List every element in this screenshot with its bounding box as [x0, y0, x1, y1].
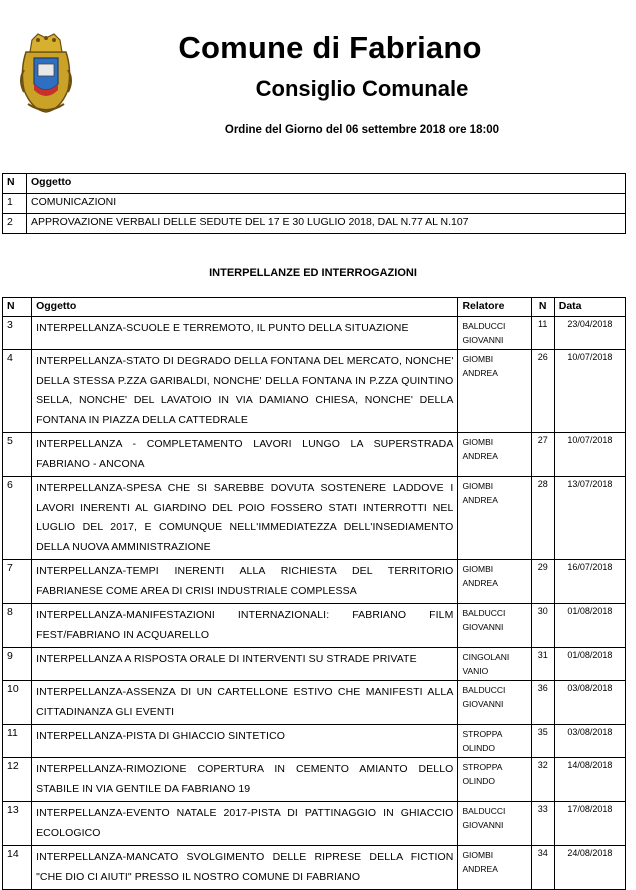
row-number: 7: [3, 560, 32, 604]
table-row: [3, 725, 626, 758]
row-protocol-number: 33: [531, 802, 554, 846]
row-number: 5: [3, 433, 32, 477]
row-date: 14/08/2018: [554, 758, 625, 802]
row-date: 23/04/2018: [554, 317, 625, 350]
row-date: 10/07/2018: [554, 350, 625, 433]
row-number: 13: [3, 802, 32, 846]
row-number: 12: [3, 758, 32, 802]
header-relatore: Relatore: [458, 298, 531, 317]
row-speaker: BALDUCCI GIOVANNI: [458, 802, 531, 846]
row-subject: INTERPELLANZA-ASSENZA DI UN CARTELLONE ESTIVO CHE MANIFESTI ALLA CITTADINANZA GLI EVENTI: [32, 681, 458, 725]
header-num: N: [531, 298, 554, 317]
table-row: [3, 317, 626, 350]
table-row: [3, 477, 626, 560]
section-title: INTERPELLANZE ED INTERROGAZIONI: [209, 267, 417, 279]
table-row: [3, 758, 626, 802]
table-row: [3, 214, 626, 234]
table-row: [3, 560, 626, 604]
row-subject: INTERPELLANZA-SCUOLE E TERREMOTO, IL PUNTO DELLA SITUAZIONE: [32, 317, 458, 350]
row-speaker: CINGOLANI VANIO: [458, 648, 531, 681]
table-row: [3, 846, 626, 890]
row-protocol-number: 35: [531, 725, 554, 758]
row-speaker: BALDUCCI GIOVANNI: [458, 317, 531, 350]
page-title: Comune di Fabriano: [178, 30, 482, 65]
row-speaker: GIOMBI ANDREA: [458, 560, 531, 604]
row-date: 13/07/2018: [554, 477, 625, 560]
row-number: 8: [3, 604, 32, 648]
table-row: [3, 802, 626, 846]
row-date: 10/07/2018: [554, 433, 625, 477]
row-speaker: BALDUCCI GIOVANNI: [458, 681, 531, 725]
row-date: 03/08/2018: [554, 725, 625, 758]
agenda-table-main: [2, 173, 626, 234]
row-date: 16/07/2018: [554, 560, 625, 604]
header-oggetto: Oggetto: [27, 174, 626, 194]
table-row: [3, 350, 626, 433]
row-date: 17/08/2018: [554, 802, 625, 846]
row-subject: INTERPELLANZA-EVENTO NATALE 2017-PISTA DI PATTINAGGIO IN GHIACCIO ECOLOGICO: [32, 802, 458, 846]
header-n: N: [3, 174, 27, 194]
row-protocol-number: 34: [531, 846, 554, 890]
row-number: 9: [3, 648, 32, 681]
row-speaker: GIOMBI ANDREA: [458, 350, 531, 433]
table-header-row: [3, 174, 626, 194]
table-header-row: [3, 298, 626, 317]
table-row: [3, 604, 626, 648]
row-number: 10: [3, 681, 32, 725]
row-number: 6: [3, 477, 32, 560]
row-protocol-number: 29: [531, 560, 554, 604]
table-row: [3, 648, 626, 681]
row-number: 3: [3, 317, 32, 350]
row-number: 4: [3, 350, 32, 433]
row-subject: INTERPELLANZA-PISTA DI GHIACCIO SINTETICO: [32, 725, 458, 758]
row-protocol-number: 27: [531, 433, 554, 477]
header-oggetto: Oggetto: [32, 298, 458, 317]
row-subject: INTERPELLANZA-TEMPI INERENTI ALLA RICHIESTA DEL TERRITORIO FABRIANESE COME AREA DI CRISI INDUSTRIALE COMPLESSA: [32, 560, 458, 604]
row-subject: APPROVAZIONE VERBALI DELLE SEDUTE DEL 17 E 30 LUGLIO 2018, DAL N.77 AL N.107: [27, 214, 626, 234]
row-protocol-number: 11: [531, 317, 554, 350]
row-date: 24/08/2018: [554, 846, 625, 890]
row-speaker: GIOMBI ANDREA: [458, 477, 531, 560]
row-speaker: GIOMBI ANDREA: [458, 846, 531, 890]
row-subject: INTERPELLANZA-RIMOZIONE COPERTURA IN CEMENTO AMIANTO DELLO STABILE IN VIA GENTILE DA FABRIANO 19: [32, 758, 458, 802]
table-row: [3, 681, 626, 725]
table-row: [3, 194, 626, 214]
row-number: 14: [3, 846, 32, 890]
row-speaker: STROPPA OLINDO: [458, 725, 531, 758]
row-protocol-number: 31: [531, 648, 554, 681]
row-number: 2: [3, 214, 27, 234]
row-subject: INTERPELLANZA-STATO DI DEGRADO DELLA FONTANA DEL MERCATO, NONCHE' DELLA STESSA P.ZZA GARIBALDI, NONCHE' DELLA FONTANA IN P.ZZA QUINTINO SELLA, NONCHE' DEL LAVATOIO IN VIA DAMIANO CHIESA, NONCHE' DELLA FONTANA IN PIAZZA DELLA CATTEDRALE: [32, 350, 458, 433]
header-data: Data: [554, 298, 625, 317]
row-date: 03/08/2018: [554, 681, 625, 725]
row-subject: INTERPELLANZA-MANIFESTAZIONI INTERNAZIONALI: FABRIANO FILM FEST/FABRIANO IN ACQUARELLO: [32, 604, 458, 648]
row-speaker: BALDUCCI GIOVANNI: [458, 604, 531, 648]
row-date: 01/08/2018: [554, 604, 625, 648]
table-row: [3, 433, 626, 477]
agenda-date: Ordine del Giorno del 06 settembre 2018 ore 18:00: [224, 124, 500, 136]
row-subject: COMUNICAZIONI: [27, 194, 626, 214]
header-n: N: [3, 298, 32, 317]
row-protocol-number: 26: [531, 350, 554, 433]
row-number: 1: [3, 194, 27, 214]
row-subject: INTERPELLANZA - COMPLETAMENTO LAVORI LUNGO LA SUPERSTRADA FABRIANO - ANCONA: [32, 433, 458, 477]
row-speaker: STROPPA OLINDO: [458, 758, 531, 802]
row-number: 11: [3, 725, 32, 758]
row-protocol-number: 32: [531, 758, 554, 802]
coat-of-arms-logo: [18, 30, 74, 114]
row-protocol-number: 36: [531, 681, 554, 725]
row-subject: INTERPELLANZA-SPESA CHE SI SAREBBE DOVUTA SOSTENERE LADDOVE I LAVORI INERENTI AL GIARDINO DEL POIO FOSSERO STATI INTERROTTI NEL LUGLIO DEL 2017, E COMUNQUE NELL'IMMEDIATEZZA DELL'INSEDIAMENTO DELLA NUOVA AMMINISTRAZIONE: [32, 477, 458, 560]
council-subtitle: Consiglio Comunale: [255, 76, 469, 101]
row-protocol-number: 30: [531, 604, 554, 648]
interpellanze-table: [2, 297, 626, 890]
row-protocol-number: 28: [531, 477, 554, 560]
row-subject: INTERPELLANZA A RISPOSTA ORALE DI INTERVENTI SU STRADE PRIVATE: [32, 648, 458, 681]
row-subject: INTERPELLANZA-MANCATO SVOLGIMENTO DELLE RIPRESE DELLA FICTION "CHE DIO CI AIUTI" PRESSO IL NOSTRO COMUNE DI FABRIANO: [32, 846, 458, 890]
row-date: 01/08/2018: [554, 648, 625, 681]
row-speaker: GIOMBI ANDREA: [458, 433, 531, 477]
